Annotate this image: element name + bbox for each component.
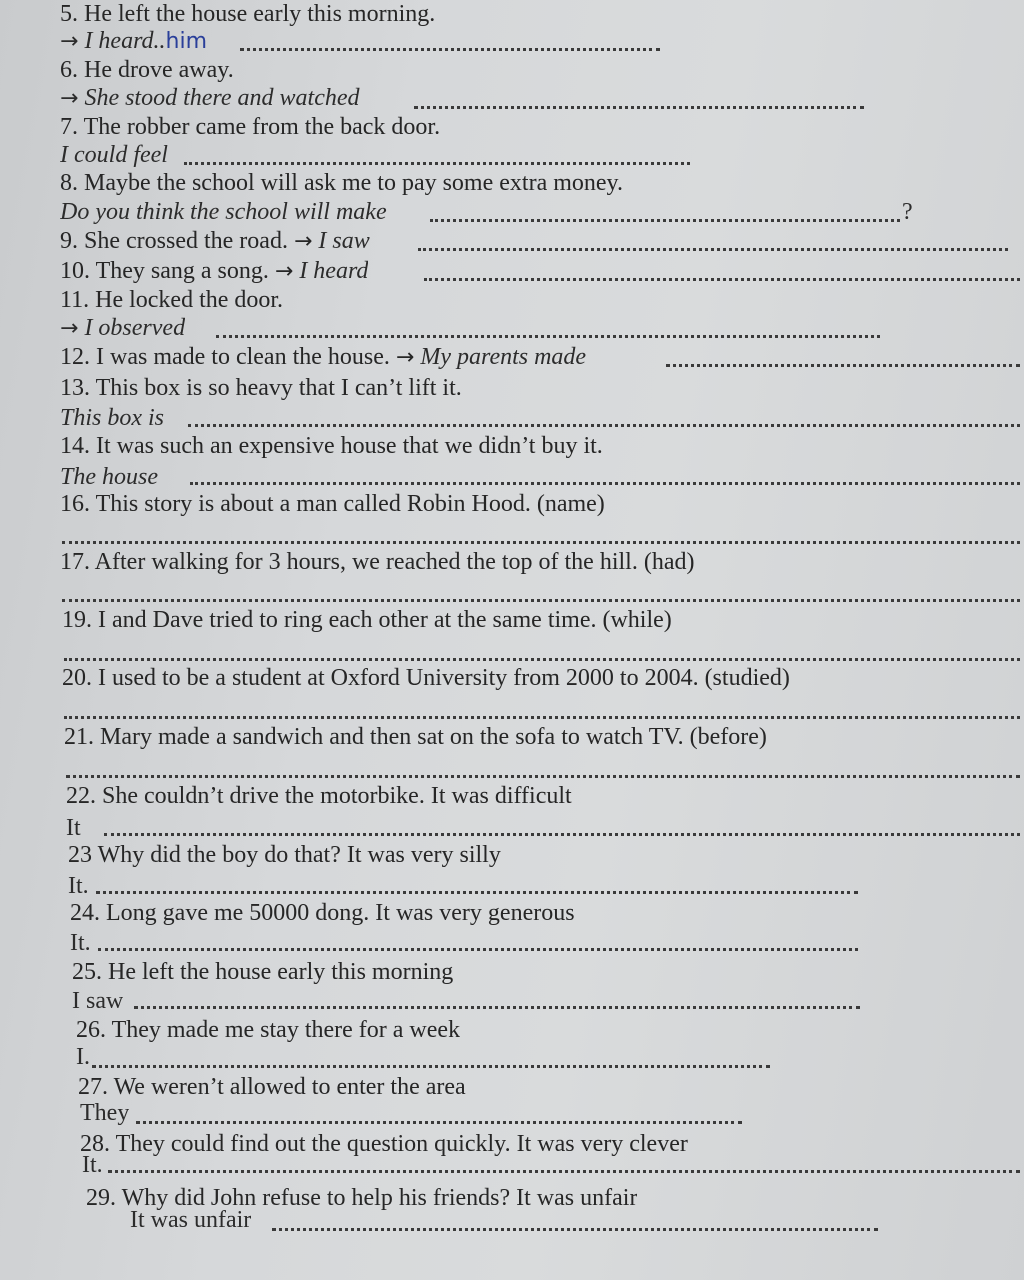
question-13: 13. This box is so heavy that I can’t lift it. xyxy=(60,375,462,401)
answer-14-blank[interactable] xyxy=(190,478,1020,485)
answer-11 xyxy=(60,314,185,343)
answer-25-blank[interactable] xyxy=(134,1002,860,1009)
answer-9-blank[interactable] xyxy=(418,244,1008,251)
answer-10-prompt: I heard xyxy=(299,258,369,284)
arrow-icon: → xyxy=(293,229,313,254)
answer-6-prompt: She stood there and watched xyxy=(84,85,360,111)
question-5: 5. He left the house early this morning. xyxy=(60,1,436,27)
question-24: 24. Long gave me 50000 dong. It was very generous xyxy=(70,900,575,926)
answer-8-prompt: Do you think the school will make xyxy=(60,199,387,225)
question-19: 19. I and Dave tried to ring each other at the same time. (while) xyxy=(62,607,672,633)
question-9 xyxy=(60,227,370,256)
answer-8-question-mark: ? xyxy=(902,199,913,225)
question-26: 26. They made me stay there for a week xyxy=(76,1017,461,1043)
question-23: 23 Why did the boy do that? It was very silly xyxy=(68,842,501,868)
answer-26-blank[interactable] xyxy=(92,1061,770,1068)
question-17: 17. After walking for 3 hours, we reached the top of the hill. (had) xyxy=(60,549,695,575)
answer-22-blank[interactable] xyxy=(104,829,1020,836)
question-10 xyxy=(60,257,368,286)
question-20: 20. I used to be a student at Oxford University from 2000 to 2004. (studied) xyxy=(62,665,790,691)
answer-6 xyxy=(60,84,360,113)
answer-6-blank[interactable] xyxy=(414,102,864,109)
answer-28-blank[interactable] xyxy=(108,1166,1020,1173)
answer-13-prompt: This box is xyxy=(60,405,165,431)
answer-11-blank[interactable] xyxy=(216,331,880,338)
arrow-icon: → xyxy=(60,316,79,341)
answer-14 xyxy=(60,463,158,491)
answer-26-prompt: I. xyxy=(76,1044,90,1070)
answer-27-blank[interactable] xyxy=(136,1117,742,1124)
question-25: 25. He left the house early this morning xyxy=(72,959,454,985)
handwritten-answer: him xyxy=(165,29,208,54)
answer-23-prompt: It. xyxy=(68,873,89,899)
answer-16-blank[interactable] xyxy=(62,537,1020,544)
arrow-icon: → xyxy=(60,86,79,111)
question-28: 28. They could find out the question quickly. It was very clever xyxy=(80,1131,688,1157)
question-10-text: 10. They sang a song. xyxy=(60,258,269,284)
question-22: 22. She couldn’t drive the motorbike. It was difficult xyxy=(66,783,572,809)
answer-5-prompt: I heard.. xyxy=(84,28,166,54)
answer-12-blank[interactable] xyxy=(666,360,1020,367)
question-12 xyxy=(60,343,586,372)
answer-29-prompt: It was unfair xyxy=(130,1207,252,1233)
answer-7-prompt: I could feel xyxy=(60,142,168,168)
answer-29-blank[interactable] xyxy=(272,1224,878,1231)
answer-7 xyxy=(60,141,168,169)
question-11: 11. He locked the door. xyxy=(60,287,284,313)
answer-17-blank[interactable] xyxy=(62,595,1020,602)
question-29: 29. Why did John refuse to help his friends? It was unfair xyxy=(86,1185,638,1211)
answer-20-blank[interactable] xyxy=(64,712,1020,719)
question-14: 14. It was such an expensive house that we didn’t buy it. xyxy=(60,433,603,459)
answer-27-prompt: They xyxy=(80,1100,130,1126)
answer-13-blank[interactable] xyxy=(188,420,1020,427)
question-16: 16. This story is about a man called Robin Hood. (name) xyxy=(60,491,605,517)
arrow-icon: → xyxy=(274,259,294,284)
answer-19-blank[interactable] xyxy=(64,654,1020,661)
question-7: 7. The robber came from the back door. xyxy=(60,114,441,140)
answer-8 xyxy=(60,198,387,226)
answer-21-blank[interactable] xyxy=(66,771,1020,778)
question-21: 21. Mary made a sandwich and then sat on the sofa to watch TV. (before) xyxy=(64,724,767,750)
answer-28-prompt: It. xyxy=(82,1152,103,1178)
answer-25-prompt: I saw xyxy=(72,988,124,1014)
question-6: 6. He drove away. xyxy=(60,57,234,83)
answer-11-prompt: I observed xyxy=(84,315,186,341)
answer-13 xyxy=(60,404,164,432)
question-12-text: 12. I was made to clean the house. xyxy=(60,344,390,370)
arrow-icon: → xyxy=(395,345,415,370)
answer-24-blank[interactable] xyxy=(98,944,858,951)
question-8: 8. Maybe the school will ask me to pay some extra money. xyxy=(60,170,623,196)
answer-14-prompt: The house xyxy=(60,464,158,490)
answer-24-prompt: It. xyxy=(70,930,91,956)
answer-5 xyxy=(60,27,207,56)
answer-23-blank[interactable] xyxy=(96,887,858,894)
answer-7-blank[interactable] xyxy=(184,158,690,165)
answer-5-blank[interactable] xyxy=(240,44,660,51)
arrow-icon: → xyxy=(60,29,79,54)
answer-10-blank[interactable] xyxy=(424,274,1020,281)
answer-12-prompt: My parents made xyxy=(420,344,587,370)
answer-8-blank[interactable] xyxy=(430,215,900,222)
question-27: 27. We weren’t allowed to enter the area xyxy=(78,1074,466,1100)
question-9-text: 9. She crossed the road. xyxy=(60,228,288,254)
answer-9-prompt: I saw xyxy=(318,228,370,254)
answer-22-prompt: It xyxy=(66,815,81,841)
